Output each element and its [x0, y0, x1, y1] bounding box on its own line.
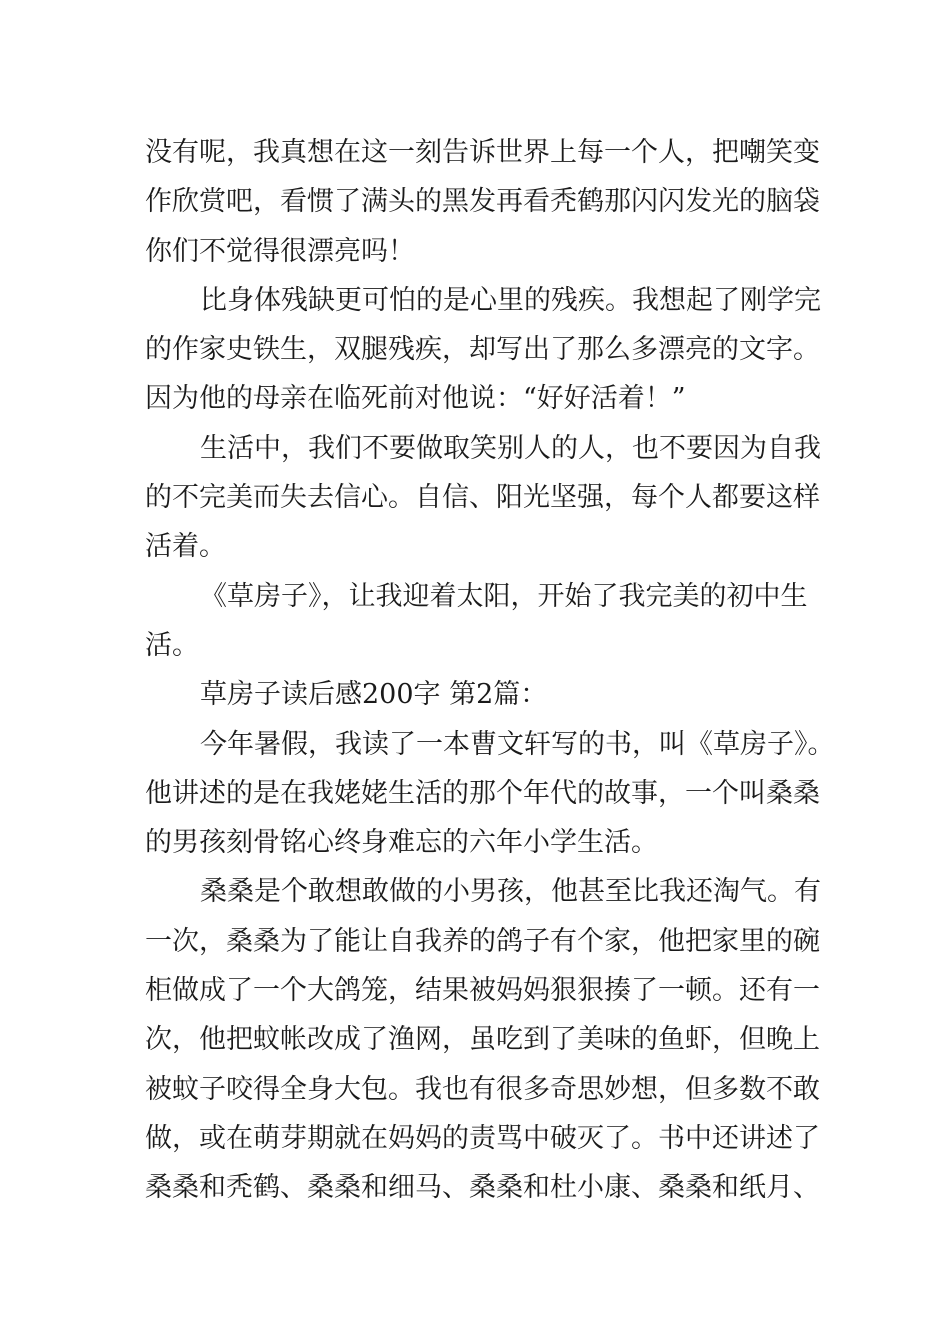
text-line: 被蚊子咬得全身大包。我也有很多奇思妙想，但多数不敢 — [145, 1073, 820, 1105]
text-line: 次，他把蚊帐改成了渔网，虽吃到了美味的鱼虾，但晚上 — [145, 1024, 820, 1056]
text-line: 的男孩刻骨铭心终身难忘的六年小学生活。 — [145, 827, 658, 859]
text-line: 桑桑是个敢想敢做的小男孩，他甚至比我还淘气。有 — [200, 876, 821, 908]
text-line: 柜做成了一个大鸽笼，结果被妈妈狠狠揍了一顿。还有一 — [145, 975, 820, 1007]
text-line: 的作家史铁生，双腿残疾，却写出了那么多漂亮的文字。 — [145, 334, 820, 366]
body-text — [145, 128, 835, 1213]
text-line: 他讲述的是在我姥姥生活的那个年代的故事，一个叫桑桑 — [145, 777, 820, 809]
section-heading: 草房子读后感200字 第2篇： — [200, 679, 548, 711]
text-line: 活。 — [145, 629, 199, 661]
text-line: 活着。 — [145, 531, 226, 563]
text-line: 一次，桑桑为了能让自我养的鸽子有个家，他把家里的碗 — [145, 925, 820, 957]
text-line: 比身体残缺更可怕的是心里的残疾。我想起了刚学完 — [200, 284, 821, 316]
text-line: 的不完美而失去信心。自信、阳光坚强，每个人都要这样 — [145, 482, 820, 514]
text-line: 生活中，我们不要做取笑别人的人，也不要因为自我 — [200, 432, 821, 464]
text-line: 作欣赏吧，看惯了满头的黑发再看秃鹤那闪闪发光的脑袋 — [145, 186, 820, 218]
text-line: 没有呢，我真想在这一刻告诉世界上每一个人，把嘲笑变 — [145, 137, 820, 168]
text-line: 因为他的母亲在临死前对他说：“好好活着！” — [145, 383, 686, 415]
text-line: 你们不觉得很漂亮吗！ — [145, 235, 415, 267]
text-line: 今年暑假，我读了一本曹文轩写的书，叫《草房子》。 — [200, 728, 835, 760]
text-line: 《草房子》，让我迎着太阳，开始了我完美的初中生 — [200, 580, 808, 612]
text-line: 桑桑和秃鹤、桑桑和细马、桑桑和杜小康、桑桑和纸月、 — [145, 1172, 820, 1204]
text-line: 做，或在萌芽期就在妈妈的责骂中破灭了。书中还讲述了 — [145, 1122, 820, 1154]
